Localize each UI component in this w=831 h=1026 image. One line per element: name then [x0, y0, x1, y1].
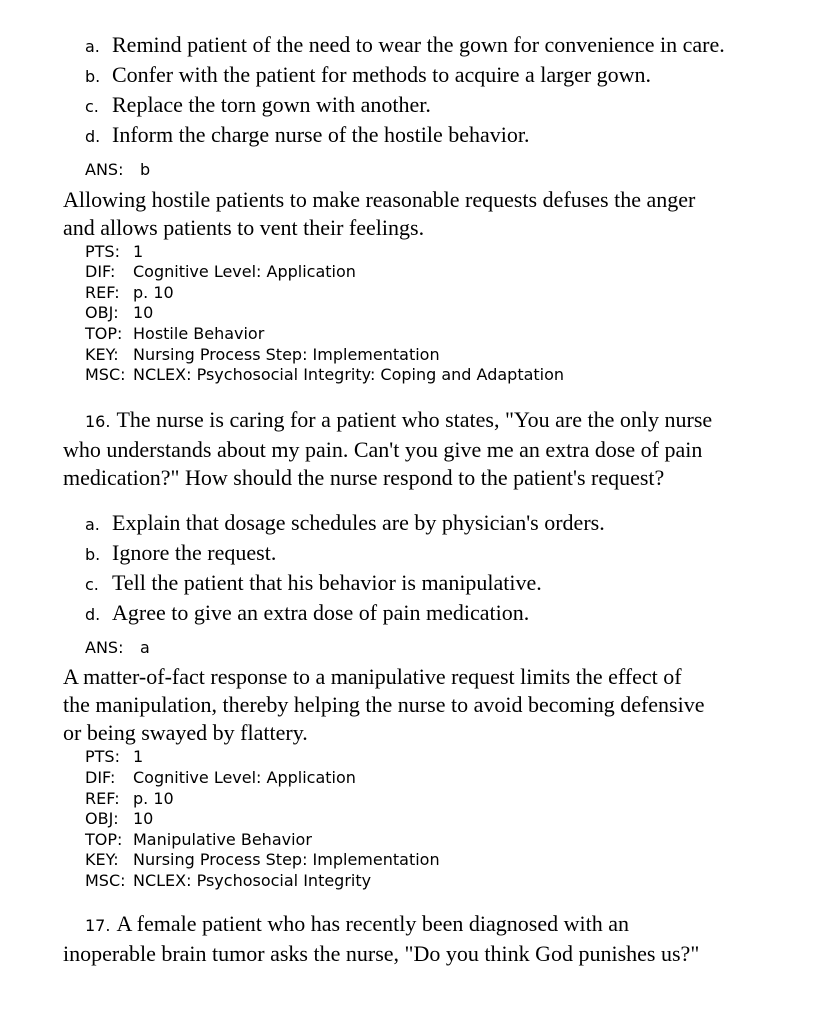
meta-label: KEY: — [85, 850, 119, 870]
option-letter: d. — [85, 604, 101, 624]
meta-line-key — [85, 850, 795, 871]
rationale-line: the manipulation, thereby helping the nurse to avoid becoming defensive — [63, 692, 705, 718]
option-text: Inform the charge nurse of the hostile behavior. — [112, 122, 530, 147]
option-letter: a. — [85, 37, 100, 56]
answer-option-b — [85, 61, 795, 91]
meta-value: p. 10 — [133, 282, 174, 302]
option-text: Replace the torn gown with another. — [112, 92, 431, 117]
option-letter: d. — [85, 127, 101, 146]
meta-label: TOP: — [85, 829, 123, 849]
meta-label: REF: — [85, 282, 120, 302]
meta-label: PTS: — [85, 241, 120, 261]
option-text: Tell the patient that his behavior is manipulative. — [112, 569, 542, 595]
meta-value: 10 — [133, 809, 154, 829]
option-text: Agree to give an extra dose of pain medication. — [112, 599, 530, 625]
meta-value: Hostile Behavior — [133, 323, 265, 343]
answer-option-c — [85, 569, 795, 599]
answer-value: a — [140, 637, 150, 657]
meta-value: 1 — [133, 241, 144, 261]
question-stem-line — [63, 910, 795, 940]
meta-line-ref — [85, 789, 795, 810]
question-stem-line: who understands about my pain. Can't you give me an extra dose of pain — [63, 436, 703, 462]
answer-option-a — [85, 509, 795, 539]
meta-label: DIF: — [85, 767, 116, 787]
question-16-section — [63, 406, 795, 892]
meta-label: OBJ: — [85, 809, 119, 829]
answer-value: b — [140, 160, 151, 179]
meta-value: Manipulative Behavior — [133, 829, 312, 849]
meta-line-key — [85, 345, 795, 366]
answer-option-a — [85, 31, 795, 61]
meta-value: NCLEX: Psychosocial Integrity — [133, 870, 372, 890]
question-number: 17. — [85, 915, 111, 935]
meta-value: NCLEX: Psychosocial Integrity: Coping and Adaptation — [133, 365, 565, 385]
meta-label: PTS: — [85, 747, 120, 767]
option-text: Explain that dosage schedules are by physician's orders. — [112, 509, 605, 535]
answer-option-c — [85, 91, 795, 121]
question-stem-line: inoperable brain tumor asks the nurse, "Do you think God punishes us?" — [63, 940, 700, 966]
meta-line-top — [85, 830, 795, 851]
question-stem-text: The nurse is caring for a patient who states, "You are the only nurse — [116, 406, 713, 432]
option-text: Confer with the patient for methods to acquire a larger gown. — [112, 62, 652, 87]
meta-label: OBJ: — [85, 303, 119, 323]
answer-option-b — [85, 539, 795, 569]
answer-option-d — [85, 121, 795, 151]
question-16-options — [63, 509, 795, 629]
option-letter: b. — [85, 67, 101, 86]
meta-value: 10 — [133, 303, 154, 323]
question-stem-line — [63, 406, 795, 436]
question-stem — [63, 910, 795, 968]
meta-line-msc — [85, 365, 795, 386]
question-17-section — [63, 910, 795, 968]
meta-value: p. 10 — [133, 788, 174, 808]
option-letter: a. — [85, 514, 100, 534]
answer-line — [85, 638, 795, 659]
meta-value: Nursing Process Step: Implementation — [133, 850, 440, 870]
meta-label: DIF: — [85, 262, 116, 282]
rationale-line: A matter-of-fact response to a manipulative request limits the effect of — [63, 664, 682, 690]
question-stem-text: A female patient who has recently been diagnosed with an — [116, 910, 630, 936]
meta-label: MSC: — [85, 870, 126, 890]
question-stem-line: medication?" How should the nurse respond to the patient's request? — [63, 464, 665, 490]
meta-value: Cognitive Level: Application — [133, 767, 356, 787]
answer-label: ANS: — [85, 637, 124, 657]
meta-line-dif — [85, 262, 795, 283]
option-text: Ignore the request. — [112, 539, 277, 565]
answer-option-d — [85, 599, 795, 629]
meta-label: REF: — [85, 788, 120, 808]
meta-line-dif — [85, 768, 795, 789]
rationale-line: or being swayed by flattery. — [63, 720, 308, 746]
option-letter: b. — [85, 544, 101, 564]
meta-line-obj — [85, 809, 795, 830]
rationale-line: and allows patients to vent their feelings. — [63, 214, 425, 240]
meta-line-pts — [85, 242, 795, 263]
meta-label: KEY: — [85, 344, 119, 364]
answer-label: ANS: — [85, 160, 124, 179]
answer-line — [85, 160, 795, 181]
meta-line-top — [85, 324, 795, 345]
option-letter: c. — [85, 574, 99, 594]
question-number: 16. — [85, 411, 111, 431]
meta-line-pts — [85, 747, 795, 768]
meta-line-ref — [85, 283, 795, 304]
meta-value: Cognitive Level: Application — [133, 262, 356, 282]
meta-line-msc — [85, 871, 795, 892]
meta-label: MSC: — [85, 365, 126, 385]
meta-value: Nursing Process Step: Implementation — [133, 344, 440, 364]
question-15-answer-section — [63, 31, 795, 386]
meta-line-obj — [85, 303, 795, 324]
option-text: Remind patient of the need to wear the gown for convenience in care. — [112, 32, 725, 57]
rationale-line: Allowing hostile patients to make reasonable requests defuses the anger — [63, 186, 696, 212]
option-letter: c. — [85, 97, 99, 116]
meta-label: TOP: — [85, 323, 123, 343]
question-stem — [63, 406, 795, 492]
meta-value: 1 — [133, 747, 144, 767]
